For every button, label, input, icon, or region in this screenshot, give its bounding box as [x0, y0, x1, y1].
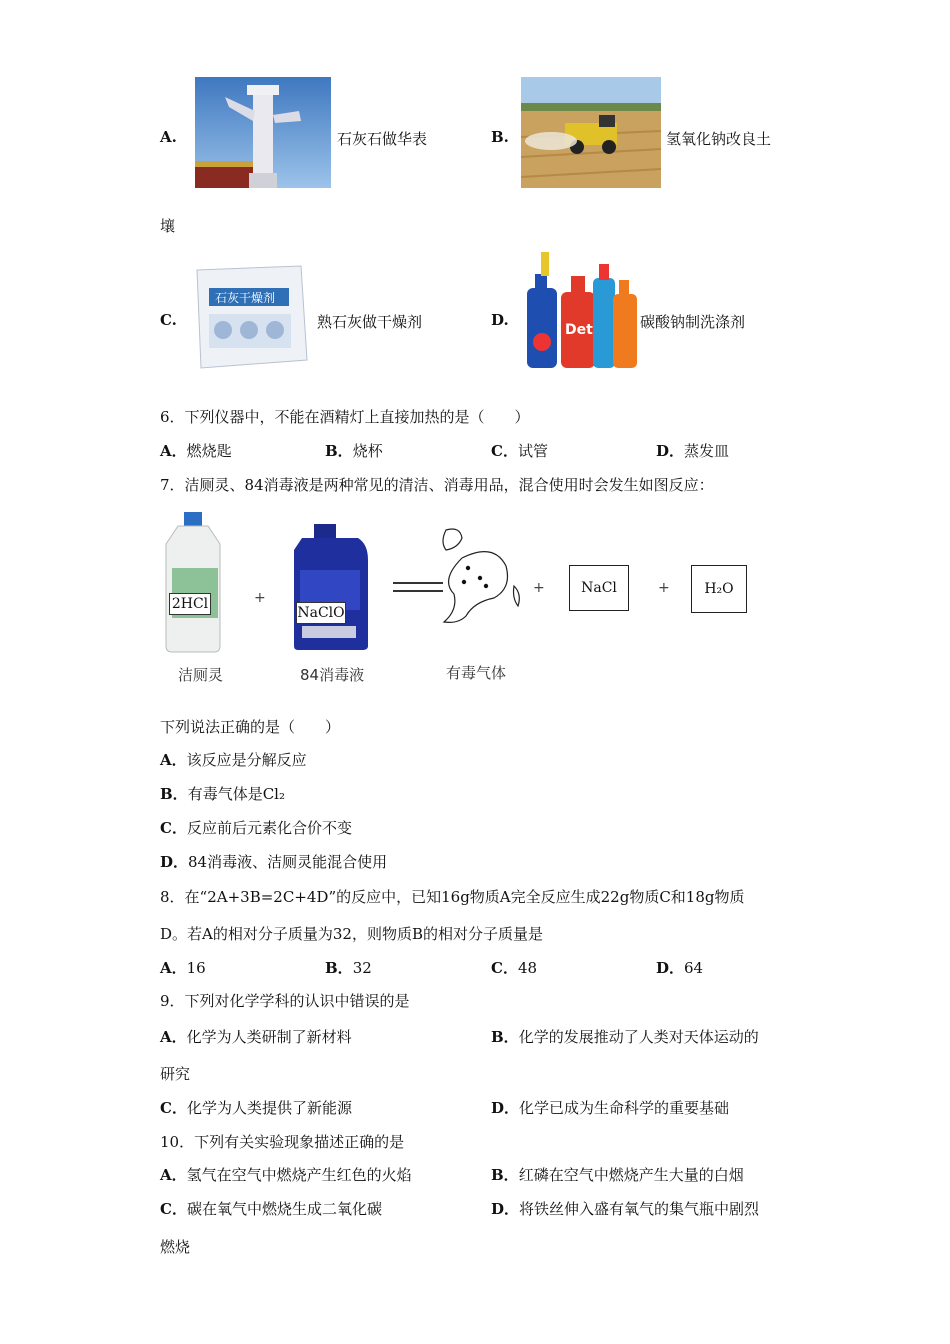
option-c: C．试管	[491, 442, 548, 460]
option-text: 碳酸钠制洗涤剂	[640, 313, 746, 331]
formula-hcl: 2HCl	[169, 593, 211, 615]
option-b: B．32	[325, 959, 372, 977]
option-a: A．氢气在空气中燃烧产生红色的火焰	[160, 1166, 412, 1184]
option-c: C．反应前后元素化合价不变	[160, 819, 352, 837]
option-d: D．化学已成为生命科学的重要基础	[491, 1099, 730, 1117]
question-stem: 9．下列对化学学科的认识中错误的是	[160, 992, 410, 1010]
farm-tractor-image	[521, 77, 661, 188]
caption-toilet-cleaner: 洁厕灵	[178, 666, 224, 684]
option-d: D．64	[656, 959, 704, 977]
option-text: 氢氧化钠改良土	[666, 130, 772, 148]
caption-toxic-gas: 有毒气体	[446, 664, 507, 682]
question-stem-line1: 8．在“2A+3B=2C+4D”的反应中，已知16g物质A完全反应生成22g物质C和18g物质	[160, 888, 745, 906]
option-text-continued: 壤	[160, 217, 176, 235]
option-c: C．化学为人类提供了新能源	[160, 1099, 352, 1117]
option-label: A.	[160, 128, 177, 146]
disinfectant-bottle	[292, 520, 372, 652]
question-stem-line2: D。若A的相对分子质量为32，则物质B的相对分子质量是	[160, 925, 543, 943]
sub-question: 下列说法正确的是（ ）	[160, 718, 341, 736]
option-a: A．化学为人类研制了新材料	[160, 1028, 352, 1046]
product-h2o: H₂O	[691, 565, 747, 613]
option-b-continued: 研究	[160, 1065, 191, 1083]
option-text: 熟石灰做干燥剂	[317, 313, 423, 331]
formula-naclo: NaClO	[296, 602, 346, 624]
option-d: D．将铁丝伸入盛有氧气的集气瓶中剧烈	[491, 1200, 760, 1218]
option-text: 石灰石做华表	[337, 130, 428, 148]
option-label: D.	[491, 311, 509, 329]
option-b: B．红磷在空气中燃烧产生大量的白烟	[491, 1166, 744, 1184]
bottle-text: Det	[565, 322, 593, 338]
option-b: B．烧杯	[325, 442, 383, 460]
product-nacl: NaCl	[569, 565, 629, 611]
detergent-bottles-image	[525, 248, 640, 370]
option-b: B．化学的发展推动了人类对天体运动的	[491, 1028, 759, 1046]
plus-sign: +	[254, 590, 266, 606]
toilet-cleaner-bottle	[164, 510, 230, 654]
option-d: D．84消毒液、洁厕灵能混合使用	[160, 853, 388, 871]
option-a: A．燃烧匙	[160, 442, 232, 460]
question-stem: 10．下列有关实验现象描述正确的是	[160, 1133, 405, 1151]
caption-disinfectant: 84消毒液	[300, 666, 365, 684]
plus-sign: +	[533, 580, 545, 596]
toxic-gas-drawing	[432, 524, 526, 628]
pack-text: 石灰干燥剂	[215, 291, 276, 305]
option-label: B.	[491, 128, 509, 146]
question-stem: 6．下列仪器中，不能在酒精灯上直接加热的是（ ）	[160, 408, 530, 426]
question-stem: 7．洁厕灵、84消毒液是两种常见的清洁、消毒用品，混合使用时会发生如图反应：	[160, 476, 714, 494]
plus-sign: +	[658, 580, 670, 596]
option-c: C．48	[491, 959, 538, 977]
option-b: B．有毒气体是Cl₂	[160, 785, 285, 803]
huabiao-image	[195, 77, 331, 188]
option-a: A．该反应是分解反应	[160, 751, 307, 769]
option-a: A．16	[160, 959, 206, 977]
option-c: C．碳在氧气中燃烧生成二氧化碳	[160, 1200, 382, 1218]
desiccant-pack-image	[191, 264, 309, 370]
option-d-continued: 燃烧	[160, 1238, 191, 1256]
option-label: C.	[160, 311, 177, 329]
option-d: D．蒸发皿	[656, 442, 730, 460]
